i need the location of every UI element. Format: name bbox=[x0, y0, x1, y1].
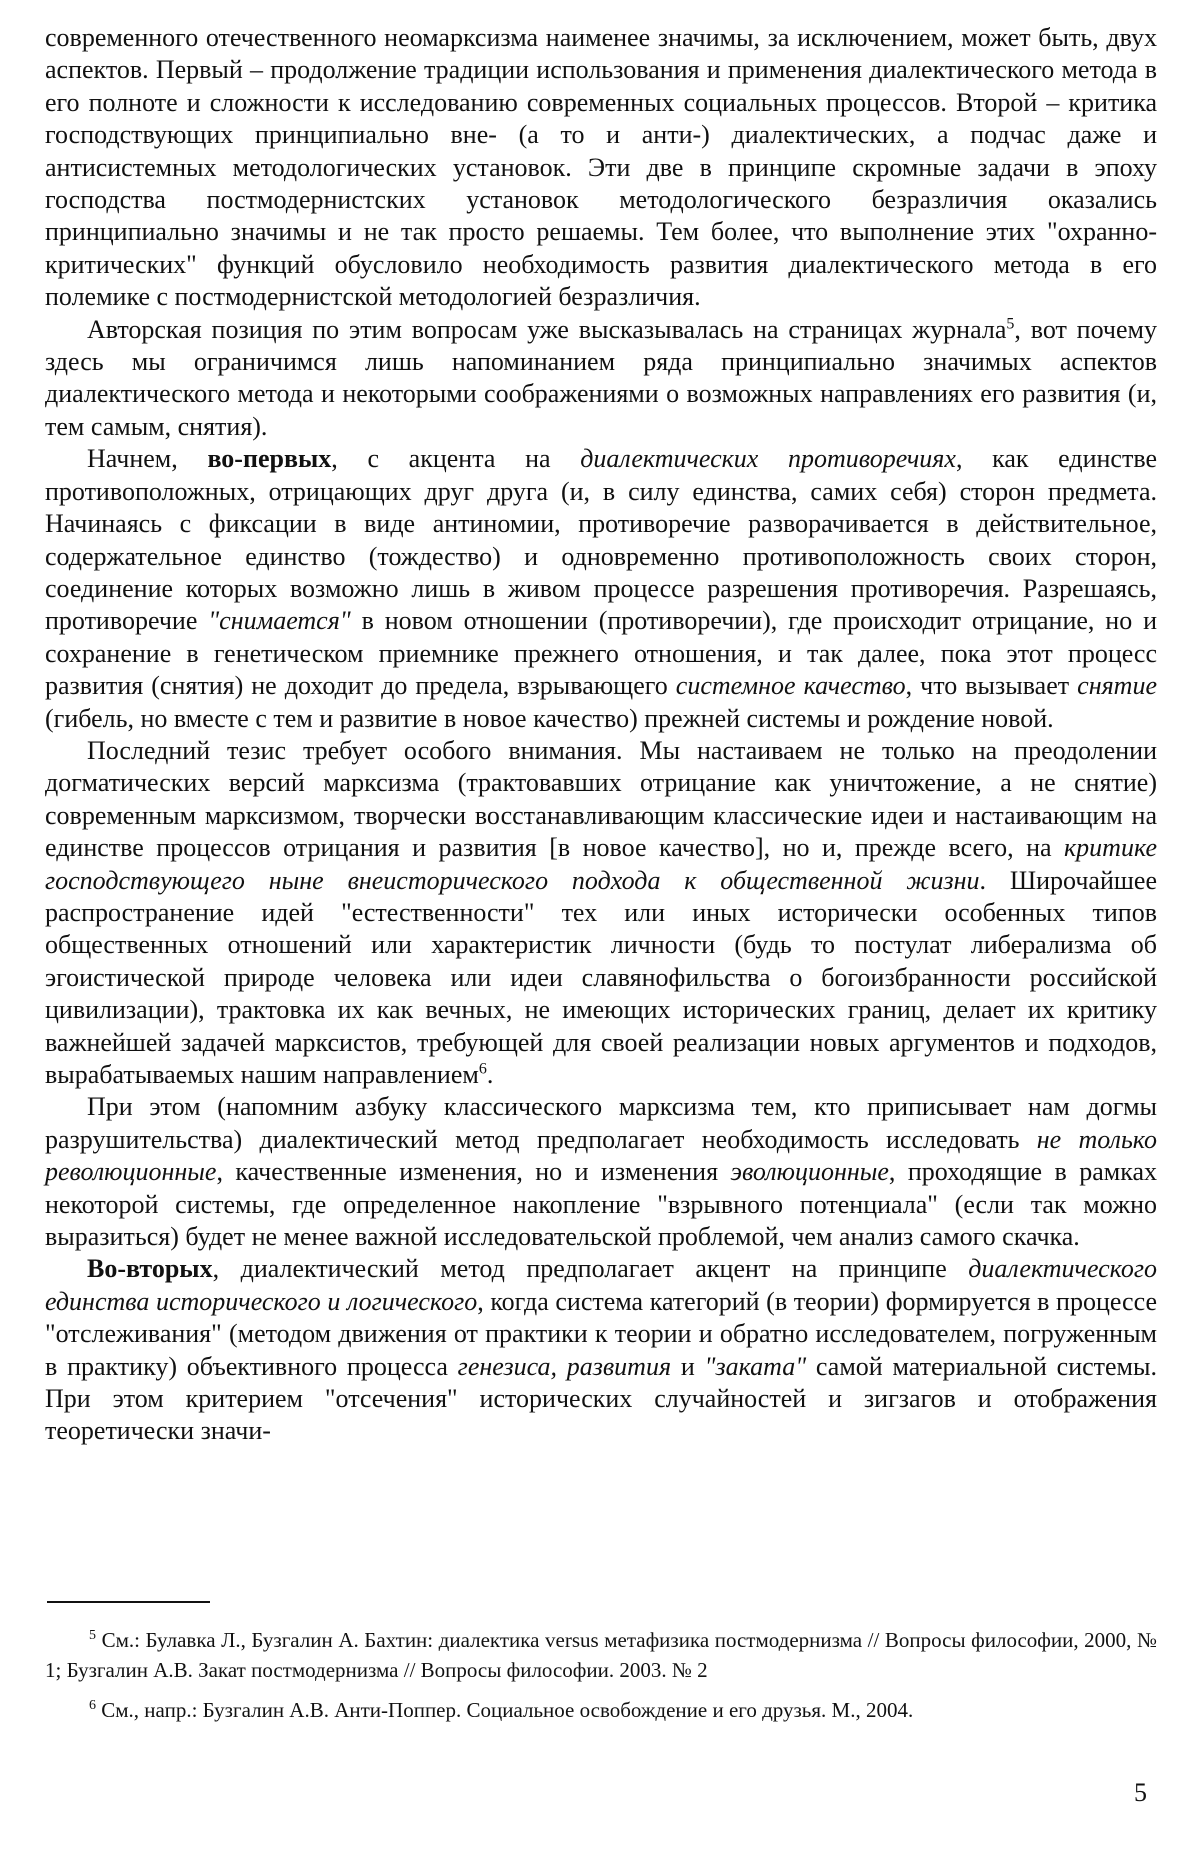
footnote-text: См.: Булавка Л., Бузгалин А. Бахтин: диалектика versus метафизика постмодернизма // Вопросы философии, 2000, № 1; Бузгалин А.В. Закат постмодернизма // Вопросы философии. 2003. № 2 bbox=[45, 1628, 1157, 1682]
italic-text: эволюционные bbox=[730, 1157, 889, 1187]
text-run: , когда система категорий (в теории) формируется в процессе "отслеживания" (методом движения от практики к теории и обратно исследователем, погруженным в практику) объективного процесса bbox=[45, 1286, 1157, 1381]
text-run: современного отечественного неомарксизма наименее значимы, за исключением, может быть, двух аспектов. Первый – продолжение традиции использования и применения диалектического метода в его полноте и сложности к исследованию современных социальных процессов. Второй – критика господствующих принципиально вне- (а то и анти-) диалектических, а подчас даже и антисистемных методологических установок. Эти две в принципе скромные задачи в эпоху господства постмодернистских установок методологического безразличия оказались принципиально значимы и не так просто решаемы. Тем более, что выполнение этих "охранно-критических" функций обусловило необходимость развития диалектического метода в его полемике с постмодернистской методологией безразличия. bbox=[45, 23, 1157, 312]
text-run: . Широчайшее распространение идей "естественности" тех или иных исторически особенных типов общественных отношений или характеристик личности (будь то постулат либерализма об эгоистической природе человека или идеи славянофильства о богоизбранности российской цивилизации), трактовка их как вечных, не имеющих исторических границ, делает их критику важнейшей задачей марксистов, требующей для своей реализации новых аргументов и подходов, вырабатываемых нашим направлением bbox=[45, 865, 1157, 1089]
text-run: самой материальной системы. При этом критерием "отсечения" исторических случайностей и зигзагов и отображения теоретически значи- bbox=[45, 1351, 1157, 1446]
bold-text: во-первых bbox=[207, 444, 332, 474]
text-run: Авторская позиция по этим вопросам уже высказывалась на страницах журнала bbox=[87, 314, 1007, 344]
italic-text: генезиса, развития bbox=[457, 1351, 672, 1381]
text-run: Начнем, bbox=[87, 444, 208, 474]
paragraph bbox=[45, 1091, 1157, 1253]
italic-text: системное качество bbox=[675, 671, 906, 701]
text-run: и bbox=[671, 1351, 705, 1381]
italic-text: снятие bbox=[1077, 671, 1157, 701]
footnote bbox=[45, 1695, 1157, 1725]
bold-text: Во-вторых bbox=[87, 1254, 213, 1284]
text-run: в новом отношении (противоречии), где происходит отрицание, но и сохранение в генетическом приемнике прежнего отношения, и так далее, пока этот процесс развития (снятия) не доходит до предела, взрывающего bbox=[45, 606, 1157, 701]
footnote-reference: 6 bbox=[478, 1060, 487, 1078]
text-run: , с акцента на bbox=[331, 444, 581, 474]
paragraph bbox=[45, 22, 1157, 314]
text-run: При этом (напомним азбуку классического марксизма тем, кто приписывает нам догмы разрушительства) диалектический метод предполагает необходимость исследовать bbox=[45, 1092, 1157, 1154]
text-run: , вот почему здесь мы ограничимся лишь напоминанием ряда принципиально значимых аспектов диалектического метода и некоторыми соображениями о возможных направлениях его развития (и, тем самым, снятия). bbox=[45, 314, 1157, 441]
footnote-separator bbox=[47, 1601, 210, 1603]
footnote-reference: 5 bbox=[1006, 315, 1015, 332]
footnote bbox=[45, 1625, 1157, 1685]
main-text bbox=[45, 22, 1157, 1448]
paragraph bbox=[45, 1253, 1157, 1447]
italic-text: "снимается" bbox=[208, 606, 351, 636]
text-run: , качественные изменения, но и изменения bbox=[216, 1157, 731, 1187]
text-run: , диалектический метод предполагает акцент на принципе bbox=[212, 1254, 969, 1284]
footnote-number: 6 bbox=[89, 1698, 96, 1713]
italic-text: не только революционные bbox=[45, 1124, 1157, 1187]
footnote-number: 5 bbox=[89, 1628, 96, 1643]
text-run: . bbox=[486, 1060, 494, 1089]
paragraph bbox=[45, 443, 1157, 735]
page-number: 5 bbox=[1134, 1778, 1147, 1807]
text-run: , проходящие в рамках некоторой системы, где определенное накопление "взрывного потенциала" (если так можно выразиться) будет не менее важной исследовательской проблемой, чем анализ самого скачка. bbox=[45, 1157, 1157, 1252]
italic-text: диалектического единства исторического и логического bbox=[45, 1254, 1157, 1316]
paragraph bbox=[45, 314, 1157, 444]
footnote-text: См., напр.: Бузгалин А.В. Анти-Поппер. Социальное освобождение и его друзья. М., 2004. bbox=[101, 1698, 914, 1722]
text-run: , что вызывает bbox=[905, 671, 1078, 701]
footnotes bbox=[45, 1625, 1157, 1735]
italic-text: диалектических противоречиях bbox=[580, 444, 956, 474]
italic-text: "заката" bbox=[704, 1351, 807, 1381]
text-run: , как единстве противоположных, отрицающих друг друга (и, в силу единства, самих себя) сторон предмета. Начинаясь с фиксации в виде антиномии, противоречие разворачивается в действительное, содержательное единство (тождество) и одновременно противоположность своих сторон, соединение которых возможно лишь в живом процессе разрешения противоречия. Разрешаясь, противоречие bbox=[45, 444, 1157, 636]
paragraph bbox=[45, 735, 1157, 1091]
italic-text: критике господствующего ныне внеисторического подхода к общественной жизни bbox=[45, 833, 1157, 895]
text-run: (гибель, но вместе с тем и развитие в новое качество) прежней системы и рождение новой. bbox=[45, 703, 1054, 733]
text-run: Последний тезис требует особого внимания. Мы настаиваем не только на преодолении догматических версий марксизма (трактовавших отрицание как уничтожение, а не снятие) современным марксизмом, творчески восстанавливающим классические идеи и настаивающим на единстве процессов отрицания и развития [в новое качество], но и, прежде всего, на bbox=[45, 735, 1157, 863]
